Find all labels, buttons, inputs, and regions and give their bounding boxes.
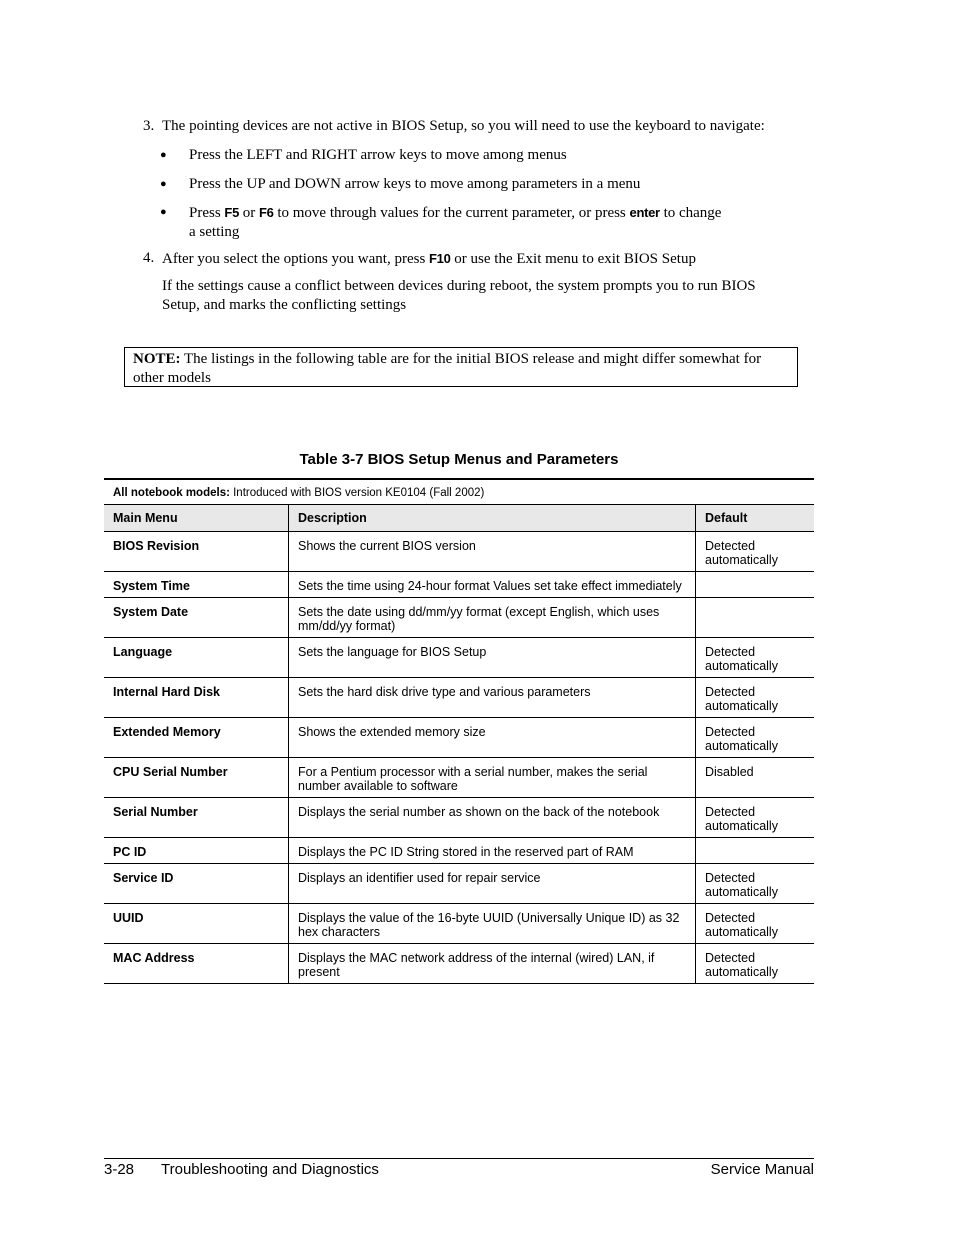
- table-row: [104, 531, 814, 571]
- description-cell: Sets the time using 24-hour format Values set take effect immediately: [289, 571, 696, 597]
- column-header-description: Description: [289, 504, 696, 531]
- bullet-text: to move through values for the current parameter, or press: [273, 205, 630, 221]
- description-cell: Shows the current BIOS version: [289, 531, 696, 571]
- default-cell: Detected automatically: [696, 717, 815, 757]
- footer-page-number: 3-28: [104, 1161, 135, 1178]
- description-cell: Sets the language for BIOS Setup: [289, 637, 696, 677]
- step-3-number: 3.: [143, 118, 155, 134]
- default-cell: Detected automatically: [696, 531, 815, 571]
- table-scope-cell: [104, 479, 814, 504]
- column-header-main-menu: Main Menu: [104, 504, 289, 531]
- description-cell: Displays the MAC network address of the internal (wired) LAN, if present: [289, 943, 696, 983]
- default-cell: [696, 571, 815, 597]
- default-cell: Detected automatically: [696, 903, 815, 943]
- bullet-dot-icon: ●: [160, 206, 167, 218]
- table-row: [104, 943, 814, 983]
- menu-cell: Language: [104, 637, 289, 677]
- description-cell: For a Pentium processor with a serial number, makes the serial number available to software: [289, 757, 696, 797]
- description-cell: Displays the value of the 16-byte UUID (Universally Unique ID) as 32 hex characters: [289, 903, 696, 943]
- bullet-text: to change: [659, 205, 722, 221]
- key-enter: enter: [629, 205, 660, 220]
- key-f6: F6: [259, 205, 274, 220]
- menu-cell: Serial Number: [104, 797, 289, 837]
- table-row: [104, 677, 814, 717]
- menu-cell: System Time: [104, 571, 289, 597]
- bullet-dot-icon: ●: [160, 178, 167, 190]
- note-text: The listings in the following table are for the initial BIOS release and might differ somewhat for other models: [133, 351, 762, 386]
- default-cell: Detected automatically: [696, 677, 815, 717]
- scope-label: All notebook models:: [113, 487, 230, 499]
- bullet-text: a setting: [189, 224, 240, 240]
- key-f10: F10: [429, 251, 451, 266]
- description-cell: Sets the hard disk drive type and various parameters: [289, 677, 696, 717]
- menu-cell: BIOS Revision: [104, 531, 289, 571]
- footer-section-title: Troubleshooting and Diagnostics: [161, 1161, 379, 1178]
- table-row: [104, 863, 814, 903]
- menu-cell: Service ID: [104, 863, 289, 903]
- step-4-text-part: or use the Exit menu to exit BIOS Setup: [450, 251, 696, 267]
- step-3-text: The pointing devices are not active in BIOS Setup, so you will need to use the keyboard to navigate:: [162, 118, 765, 134]
- scope-text: Introduced with BIOS version KE0104 (Fall 2002): [229, 487, 485, 499]
- default-cell: [696, 597, 815, 637]
- bios-setup-table: [104, 478, 814, 984]
- table-row: [104, 717, 814, 757]
- default-cell: Detected automatically: [696, 637, 815, 677]
- description-cell: Displays an identifier used for repair service: [289, 863, 696, 903]
- table-row: [104, 903, 814, 943]
- menu-cell: UUID: [104, 903, 289, 943]
- step-4-followup: If the settings cause a conflict between devices during reboot, the system prompts you to run BIOS Setup, and marks the conflicting settings: [162, 278, 756, 313]
- table-row: [104, 637, 814, 677]
- step-4-text-part: After you select the options you want, press: [162, 251, 430, 267]
- default-cell: Detected automatically: [696, 863, 815, 903]
- description-cell: Shows the extended memory size: [289, 717, 696, 757]
- default-cell: Disabled: [696, 757, 815, 797]
- menu-cell: System Date: [104, 597, 289, 637]
- menu-cell: MAC Address: [104, 943, 289, 983]
- table-row: [104, 837, 814, 863]
- table-row: [104, 571, 814, 597]
- description-cell: Sets the date using dd/mm/yy format (except English, which uses mm/dd/yy format): [289, 597, 696, 637]
- note-box: [124, 347, 798, 387]
- table-header-row: [104, 504, 814, 531]
- key-f5: F5: [224, 205, 239, 220]
- note-label: NOTE:: [133, 351, 181, 367]
- description-cell: Displays the serial number as shown on the back of the notebook: [289, 797, 696, 837]
- footer-manual-title: Service Manual: [710, 1161, 814, 1178]
- table-row: [104, 597, 814, 637]
- bullet-item-up-down: Press the UP and DOWN arrow keys to move among parameters in a menu: [189, 176, 641, 192]
- menu-cell: PC ID: [104, 837, 289, 863]
- footer-divider: [104, 1158, 814, 1159]
- default-cell: Detected automatically: [696, 797, 815, 837]
- step-4-number: 4.: [143, 250, 155, 266]
- menu-cell: Extended Memory: [104, 717, 289, 757]
- table-row: [104, 797, 814, 837]
- bullet-item-left-right: Press the LEFT and RIGHT arrow keys to move among menus: [189, 147, 567, 163]
- table-title: Table 3-7 BIOS Setup Menus and Parameters: [299, 451, 619, 468]
- default-cell: Detected automatically: [696, 943, 815, 983]
- menu-cell: CPU Serial Number: [104, 757, 289, 797]
- bullet-item-values: [189, 203, 749, 242]
- menu-cell: Internal Hard Disk: [104, 677, 289, 717]
- table-scope-row: [104, 479, 814, 504]
- column-header-default: Default: [696, 504, 815, 531]
- bullet-dot-icon: ●: [160, 149, 167, 161]
- table-row: [104, 757, 814, 797]
- step-4-text: [162, 249, 802, 269]
- bullet-text: Press: [189, 205, 225, 221]
- bullet-text: or: [239, 205, 259, 221]
- description-cell: Displays the PC ID String stored in the reserved part of RAM: [289, 837, 696, 863]
- default-cell: [696, 837, 815, 863]
